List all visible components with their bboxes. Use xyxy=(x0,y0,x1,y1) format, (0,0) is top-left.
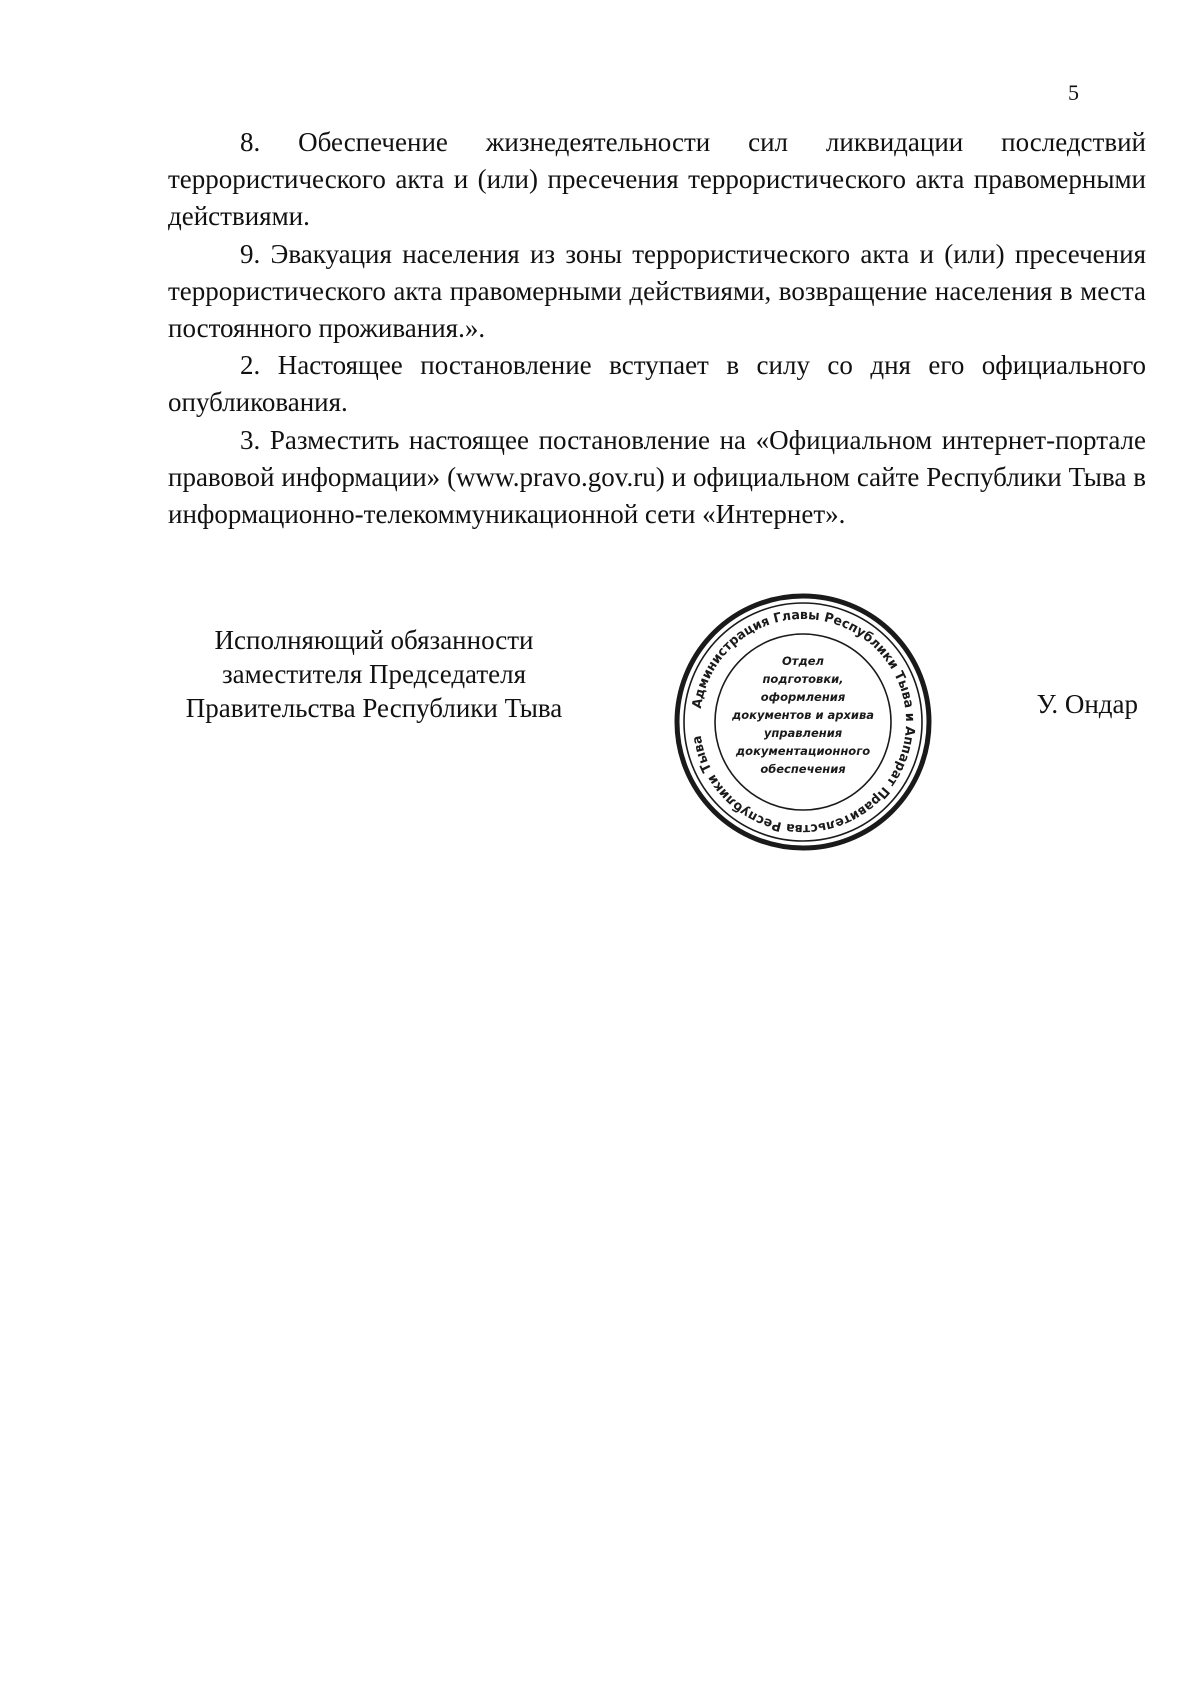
stamp-ring-text: Администрация Главы Республики Тыва и Аппарат Правительства Республики Тыва xyxy=(689,607,918,837)
stamp-center-line: Отдел xyxy=(782,654,824,668)
signature-title-line: Исполняющий обязанности xyxy=(214,625,534,655)
official-stamp xyxy=(671,590,935,854)
signature-title-line: заместителя Председателя xyxy=(221,659,527,689)
signature-title xyxy=(164,623,584,725)
stamp-center-line: документационного xyxy=(735,744,871,758)
signer-name: У. Ондар xyxy=(1036,689,1138,719)
stamp-center-line: подготовки, xyxy=(762,672,844,686)
page-number: 5 xyxy=(1068,80,1079,105)
document-body xyxy=(168,124,1146,533)
paragraph-clause-3: 3. Разместить настоящее постановление на «Официальном интернет-портале правовой информации» (www.pravo.gov.ru) и официальном сайте Республики Тыва в информационно-телекоммуникационной сети «Интернет». xyxy=(168,424,1146,530)
stamp-center-line: документов и архива xyxy=(731,708,875,722)
paragraph-clause-2: 2. Настоящее постановление вступает в силу со дня его официального опубликования. xyxy=(168,350,1146,418)
stamp-center-line: обеспечения xyxy=(760,762,846,776)
paragraph-item-9: 9. Эвакуация населения из зоны террористического акта и (или) пресечения террористического акта правомерными действиями, возвращение населения в места постоянного проживания.». xyxy=(168,238,1146,344)
paragraph-item-8: 8. Обеспечение жизнедеятельности сил ликвидации последствий террористического акта и (или) пресечения террористического акта правомерными действиями. xyxy=(168,127,1146,232)
stamp-inner-ring xyxy=(684,603,922,841)
stamp-center-line: управления xyxy=(763,726,843,740)
stamp-center-line: оформления xyxy=(760,690,846,704)
signature-title-line: Правительства Республики Тыва xyxy=(185,693,563,723)
